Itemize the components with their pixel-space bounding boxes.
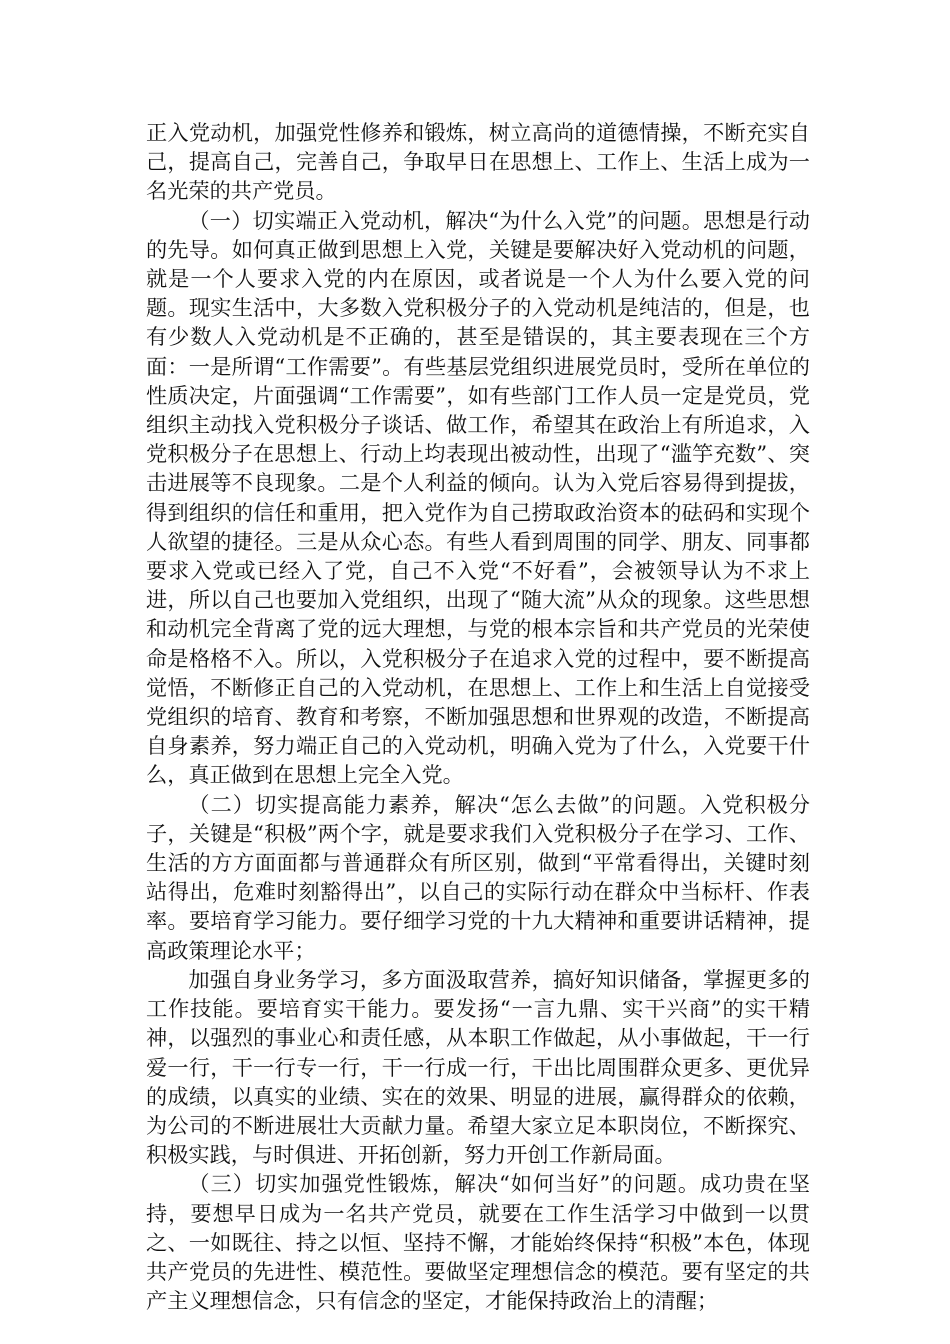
document-page [146,118,810,1315]
paragraph-1: 正入党动机，加强党性修养和锻炼，树立高尚的道德情操，不断充实自己，提高自己，完善自己，争取早日在思想上、工作上、生活上成为一名光荣的共产党员。 [146,120,810,204]
paragraph-5: （三）切实加强党性锻炼，解决“如何当好”的问题。成功贵在坚持，要想早日成为一名共产党员，就要在工作生活学习中做到一以贯之、一如既往、持之以恒、坚持不懈，才能始终保持“积极”本色，体现共产党员的先进性、模范性。要做坚定理想信念的模范。要有坚定的共产主义理想信念，只有信念的坚定，才能保持政治上的清醒； [146,1171,810,1314]
paragraph-4: 加强自身业务学习，多方面汲取营养，搞好知识储备，掌握更多的工作技能。要培育实干能力。要发扬“一言九鼎、实干兴商”的实干精神，以强烈的事业心和责任感，从本职工作做起，从小事做起，干一行爱一行，干一行专一行，干一行成一行，干出比周围群众更多、更优异的成绩，以真实的业绩、实在的效果、明显的进展，赢得群众的依赖，为公司的不断进展壮大贡献力量。希望大家立足本职岗位，不断探究、积极实践，与时俱进、开拓创新，努力开创工作新局面。 [146,966,810,1168]
paragraph-2: （一）切实端正入党动机，解决“为什么入党”的问题。思想是行动的先导。如何真正做到思想上入党，关键是要解决好入党动机的问题，就是一个人要求入党的内在原因，或者说是一个人为什么要入党的问题。现实生活中，大多数入党积极分子的入党动机是纯洁的，但是，也有少数人入党动机是不正确的，甚至是错误的，其主要表现在三个方面：一是所谓“工作需要”。有些基层党组织进展党员时，受所在单位的性质决定，片面强调“工作需要”，如有些部门工作人员一定是党员，党组织主动找入党积极分子谈话、做工作，希望其在政治上有所追求，入党积极分子在思想上、行动上均表现出被动性，出现了“滥竽充数”、突击进展等不良现象。二是个人利益的倾向。认为入党后容易得到提拔，得到组织的信任和重用，把入党作为自己捞取政治资本的砝码和实现个人欲望的捷径。三是从众心态。有些人看到周围的同学、朋友、同事都要求入党或已经入了党，自己不入党“不好看”，会被领导认为不求上进，所以自己也要加入党组织，出现了“随大流”从众的现象。这些思想和动机完全背离了党的远大理想，与党的根本宗旨和共产党员的光荣使命是格格不入。所以，入党积极分子在追求入党的过程中，要不断提高觉悟，不断修正自己的入党动机，在思想上、工作上和生活上自觉接受党组织的培育、教育和考察，不断加强思想和世界观的改造，不断提高自身素养，努力端正自己的入党动机，明确入党为了什么，入党要干什么，真正做到在思想上完全入党。 [146,207,810,788]
paragraph-3: （二）切实提高能力素养，解决“怎么去做”的问题。入党积极分子，关键是“积极”两个字，就是要求我们入党积极分子在学习、工作、生活的方方面面都与普通群众有所区别，做到“平常看得出，关键时刻站得出，危难时刻豁得出”，以自己的实际行动在群众中当标杆、作表率。要培育学习能力。要仔细学习党的十九大精神和重要讲话精神，提高政策理论水平； [146,791,810,963]
